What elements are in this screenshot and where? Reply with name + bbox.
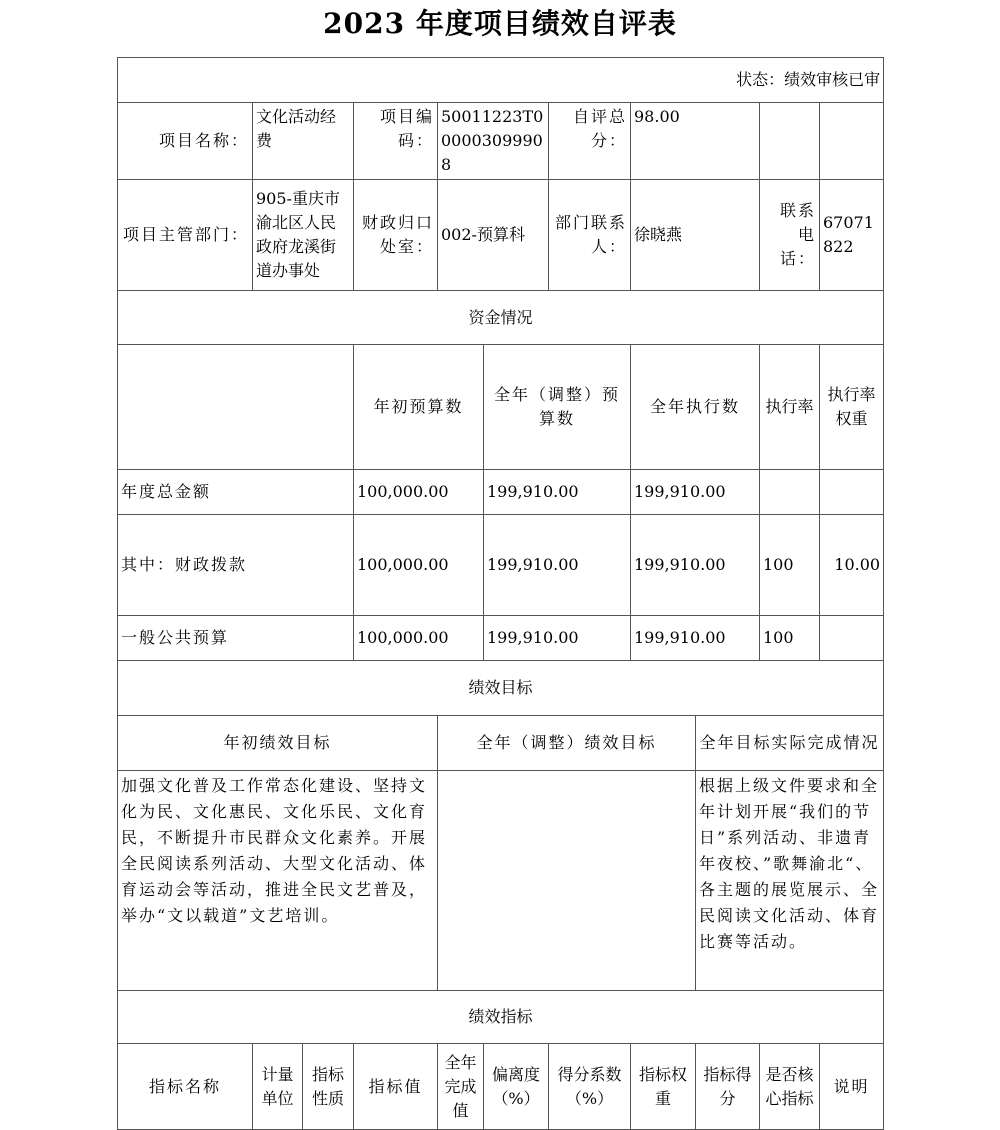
funds-initial-value: 100,000.00 [354, 616, 484, 661]
funds-initial-value: 100,000.00 [354, 515, 484, 616]
funds-adjusted-value: 199,910.00 [484, 515, 631, 616]
page-title: 2023 年度项目绩效自评表 [323, 7, 677, 40]
contact-label: 部门联系人： [549, 180, 631, 291]
funds-executed-value: 199,910.00 [631, 470, 760, 515]
funds-row-label: 年度总金额 [118, 470, 354, 515]
indicator-header-unit: 计量单位 [253, 1044, 303, 1130]
funds-executed-value: 199,910.00 [631, 616, 760, 661]
finance-office-value: 002-预算科 [438, 180, 549, 291]
funds-header-adjusted: 全年（调整）预算数 [484, 345, 631, 470]
funds-row-total [118, 470, 884, 515]
indicator-header-core: 是否核心指标 [760, 1044, 820, 1130]
funds-header-weight: 执行率权重 [820, 345, 884, 470]
goals-initial-text: 加强文化普及工作常态化建设、坚持文化为民、文化惠民、文化乐民、文化育民，不断提升市民群众文化素养。开展全民阅读系列活动、大型文化活动、体育运动会等活动，推进全民文艺普及，举办“文以载道”文艺培训。 [118, 771, 438, 991]
indicator-header-note: 说明 [820, 1044, 884, 1130]
dept-value: 905-重庆市渝北区人民政府龙溪街道办事处 [253, 180, 354, 291]
goals-section-title: 绩效目标 [118, 661, 884, 716]
blank-cell [118, 345, 354, 470]
indicator-header-weight: 指标权重 [631, 1044, 696, 1130]
funds-rate-value: 100 [760, 616, 820, 661]
performance-table [117, 57, 884, 1130]
funds-weight-value [820, 616, 884, 661]
indicator-header-deviation: 偏离度（%） [484, 1044, 549, 1130]
self-score-label: 自评总分： [549, 103, 631, 180]
goals-actual-text: 根据上级文件要求和全年计划开展“我们的节日”系列活动、非遗青年夜校、”歌舞渝北“、各主题的展览展示、全民阅读文化活动、体育比赛等活动。 [696, 771, 884, 991]
funds-section-title: 资金情况 [118, 291, 884, 345]
project-name-value: 文化活动经费 [253, 103, 354, 180]
self-score-value: 98.00 [631, 103, 760, 180]
indicator-header-value: 指标值 [354, 1044, 438, 1130]
funds-initial-value: 100,000.00 [354, 470, 484, 515]
dept-label: 项目主管部门： [118, 180, 253, 291]
funds-row-label: 一般公共预算 [118, 616, 354, 661]
blank-cell [820, 103, 884, 180]
finance-office-label: 财政归口处室： [354, 180, 438, 291]
project-code-label: 项目编码： [354, 103, 438, 180]
funds-header-rate: 执行率 [760, 345, 820, 470]
indicator-header-completed: 全年完成值 [438, 1044, 484, 1130]
phone-value: 67071822 [820, 180, 884, 291]
contact-value: 徐晓燕 [631, 180, 760, 291]
funds-rate-value: 100 [760, 515, 820, 616]
funds-weight-value: 10.00 [820, 515, 884, 616]
goals-header-actual: 全年目标实际完成情况 [696, 716, 884, 771]
phone-label: 联系电话： [760, 180, 820, 291]
funds-executed-value: 199,910.00 [631, 515, 760, 616]
blank-cell [760, 103, 820, 180]
indicator-header-score: 指标得分 [696, 1044, 760, 1130]
funds-row-public [118, 616, 884, 661]
indicator-header-nature: 指标性质 [303, 1044, 354, 1130]
funds-header-initial: 年初预算数 [354, 345, 484, 470]
goals-header-initial: 年初绩效目标 [118, 716, 438, 771]
funds-row-label: 其中：财政拨款 [118, 515, 354, 616]
goals-header-adjusted: 全年（调整）绩效目标 [438, 716, 696, 771]
funds-row-fiscal [118, 515, 884, 616]
funds-weight-value [820, 470, 884, 515]
project-name-label: 项目名称： [118, 103, 253, 180]
project-code-value: 50011223T000003099908 [438, 103, 549, 180]
indicator-header-name: 指标名称 [118, 1044, 253, 1130]
funds-adjusted-value: 199,910.00 [484, 616, 631, 661]
goals-adjusted-text [438, 771, 696, 991]
funds-header-executed: 全年执行数 [631, 345, 760, 470]
indicators-section-title: 绩效指标 [118, 991, 884, 1044]
funds-adjusted-value: 199,910.00 [484, 470, 631, 515]
funds-rate-value [760, 470, 820, 515]
status-text: 状态：绩效审核已审 [118, 58, 884, 103]
indicator-header-coefficient: 得分系数（%） [549, 1044, 631, 1130]
